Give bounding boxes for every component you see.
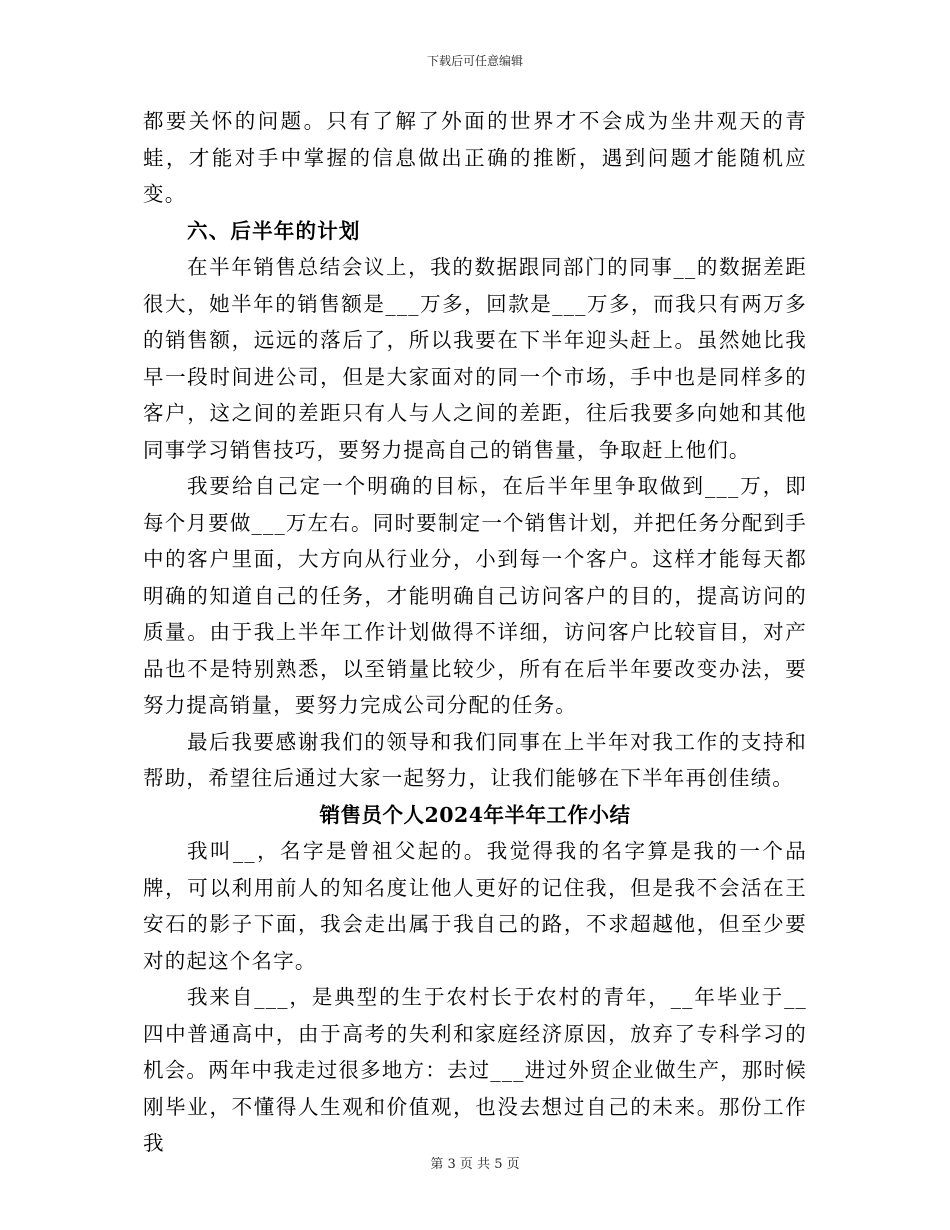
document-body	[143, 103, 807, 1162]
paragraph-3: 我要给自己定一个明确的目标，在后半年里争取做到___万，即每个月要做___万左右。同时要制定一个销售计划，并把任务分配到手中的客户里面，大方向从行业分，小到每一个客户。这样才能每天都明确的知道自己的任务，才能明确自己访问客户的目的，提高访问的质量。由于我上半年工作计划做得不详细，访问客户比较盲目，对产品也不是特别熟悉，以至销量比较少，所有在后半年要改变办法，要努力提高销量，要努力完成公司分配的任务。	[143, 474, 807, 717]
paragraph-1: 都要关怀的问题。只有了解了外面的世界才不会成为坐井观天的青蛙，才能对手中掌握的信息做出正确的推断，遇到问题才能随机应变。	[143, 109, 807, 206]
document-title: 销售员个人2024年半年工作小结	[319, 802, 631, 827]
section-heading: 六、后半年的计划	[187, 218, 361, 243]
paragraph-6: 我来自___，是典型的生于农村长于农村的青年，__年毕业于__四中普通高中，由于高考的失利和家庭经济原因，放弃了专科学习的机会。两年中我走过很多地方：去过___进过外贸企业做生产，那时候刚毕业，不懂得人生观和价值观，也没去想过自己的未来。那份工作我	[143, 985, 807, 1155]
paragraph-2: 在半年销售总结会议上，我的数据跟同部门的同事__的数据差距很大，她半年的销售额是___万多，回款是___万多，而我只有两万多的销售额，远远的落后了，所以我要在下半年迎头赶上。虽然她比我早一段时间进公司，但是大家面对的同一个市场，手中也是同样多的客户，这之间的差距只有人与人之间的差距，往后我要多向她和其他同事学习销售技巧，要努力提高自己的销售量，争取赶上他们。	[143, 255, 807, 462]
page-number: 第 3 页 共 5 页	[430, 1157, 520, 1172]
paragraph-5: 我叫__，名字是曾祖父起的。我觉得我的名字算是我的一个品牌，可以利用前人的知名度让他人更好的记住我，但是我不会活在王安石的影子下面，我会走出属于我自己的路，不求超越他，但至少要对的起这个名字。	[143, 839, 807, 973]
paragraph-4: 最后我要感谢我们的领导和我们同事在上半年对我工作的支持和帮助，希望往后通过大家一起努力，让我们能够在下半年再创佳绩。	[143, 729, 807, 790]
page-header: 下载后可任意编辑	[426, 54, 523, 68]
